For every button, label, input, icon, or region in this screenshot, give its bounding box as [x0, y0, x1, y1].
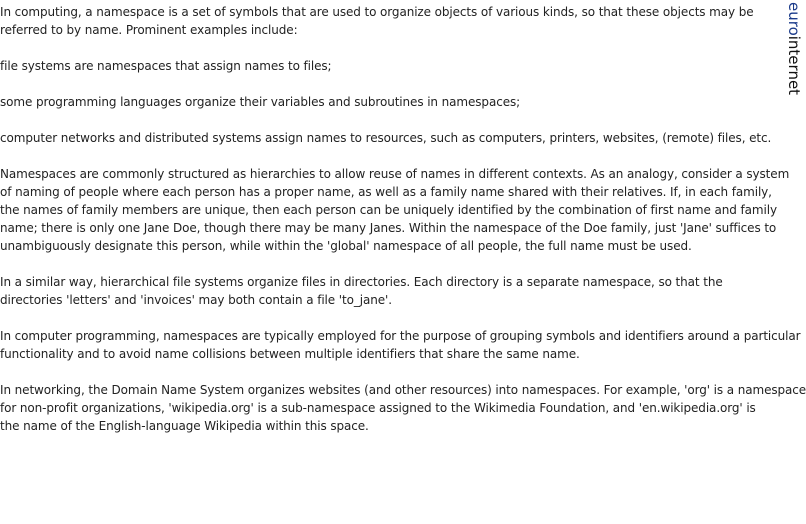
paragraph-networking	[0, 381, 806, 435]
paragraph-hierarchies	[0, 165, 790, 255]
paragraph-programming	[0, 327, 801, 363]
text-line: some programming languages organize their variables and subroutines in namespaces;	[0, 95, 521, 109]
logo-text-internet: internet	[785, 35, 803, 96]
logo-text-euro: euro	[785, 2, 803, 36]
text-line: for non-profit organizations, 'wikipedia.org' is a sub-namespace assigned to the Wikimedia Foundation, and 'en.wikipedia.org' is	[0, 401, 756, 415]
text-line: In a similar way, hierarchical file systems organize files in directories. Each directory is a separate namespace, so that the	[0, 275, 723, 289]
paragraph-file-systems	[0, 273, 765, 309]
paragraph-example-networks	[0, 129, 772, 147]
text-line: the name of the English-language Wikipedia within this space.	[0, 419, 369, 433]
text-line: functionality and to avoid name collisions between multiple identifiers that share the same name.	[0, 347, 580, 361]
text-line: referred to by name. Prominent examples include:	[0, 23, 298, 37]
text-line: name; there is only one Jane Doe, though there may be many Janes. Within the namespace of the Doe family, just 'Jane' suffices to	[0, 221, 777, 235]
text-line: of naming of people where each person has a proper name, as well as a family name shared with their relatives. If, in each family,	[0, 185, 772, 199]
eurointernet-logo[interactable]	[776, 2, 803, 96]
text-line: unambiguously designate this person, while within the 'global' namespace of all people, the full name must be used.	[0, 239, 692, 253]
text-line: file systems are namespaces that assign names to files;	[0, 59, 332, 73]
text-line: Namespaces are commonly structured as hierarchies to allow reuse of names in different contexts. As an analogy, consider a system	[0, 167, 790, 181]
text-line: computer networks and distributed systems assign names to resources, such as computers, printers, websites, (remote) files, etc.	[0, 131, 772, 145]
text-line: directories 'letters' and 'invoices' may both contain a file 'to_jane'.	[0, 293, 392, 307]
svg-text:eurointernet	[785, 2, 803, 95]
paragraph-intro	[0, 3, 765, 39]
paragraph-example-programming	[0, 93, 765, 111]
text-line: the names of family members are unique, then each person can be uniquely identified by the combination of first name and family	[0, 203, 777, 217]
paragraph-example-file-systems	[0, 57, 765, 75]
text-line: In computing, a namespace is a set of symbols that are used to organize objects of various kinds, so that these objects may be	[0, 5, 754, 19]
text-line: In networking, the Domain Name System organizes websites (and other resources) into namespaces. For example, 'org' is a namespace	[0, 383, 806, 397]
text-line: In computer programming, namespaces are typically employed for the purpose of grouping symbols and identifiers around a particular	[0, 329, 801, 343]
